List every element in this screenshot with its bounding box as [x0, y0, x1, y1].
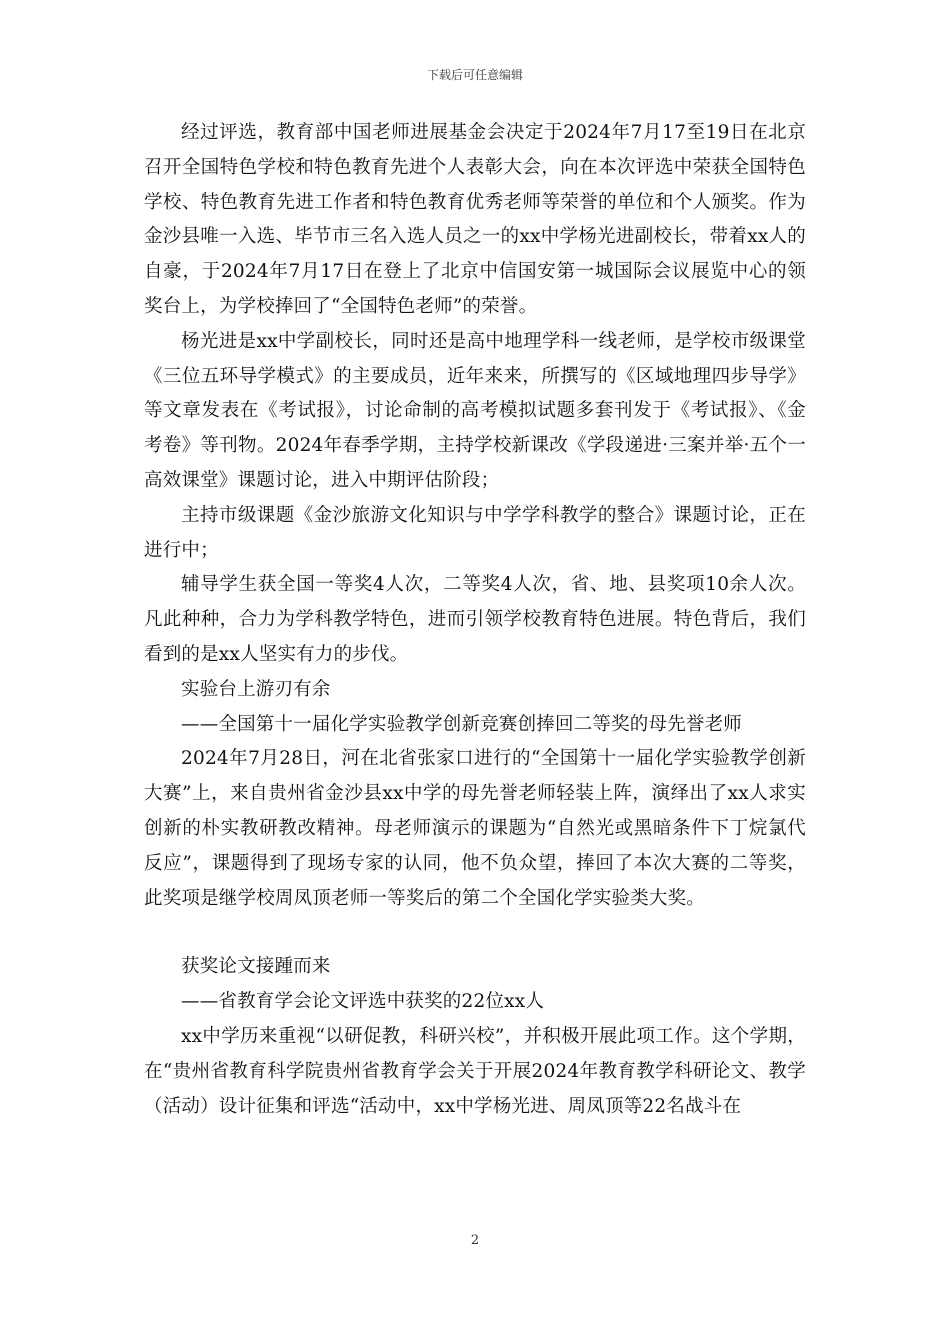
- paragraph-award-ceremony: 经过评选，教育部中国老师进展基金会决定于2024年7月17至19日在北京召开全国特色学校和特色教育先进个人表彰大会，向在本次评选中荣获全国特色学校、特色教育先进工作者和特色教育优秀老师等荣誉的单位和个人颁奖。作为金沙县唯一入选、毕节市三名入选人员之一的xx中学杨光进副校长，带着xx人的自豪，于2024年7月17日在登上了北京中信国安第一城国际会议展览中心的领奖台上，为学校捧回了“全国特色老师”的荣誉。: [144, 122, 806, 317]
- section-heading-lab: 实验台上游刃有余: [181, 678, 331, 700]
- page-number: 2: [470, 1233, 480, 1248]
- paragraph-city-project: 主持市级课题《金沙旅游文化知识与中学学科教学的整合》课题讨论，正在进行中；: [144, 504, 806, 561]
- document-body: [144, 116, 806, 1124]
- section-subheading-papers: ——省教育学会论文评选中获奖的22位xx人: [181, 991, 545, 1013]
- paragraph-spacer: [144, 916, 806, 950]
- paragraph-research: xx中学历来重视“以研促教，科研兴校”，并积极开展此项工作。这个学期，在“贵州省教育科学院贵州省教育学会关于开展2024年教育教学科研论文、教学（活动）设计征集和评选“活动中，xx中学杨光进、周凤顶等22名战斗在: [144, 1025, 806, 1117]
- paragraph-chemistry-contest: 2024年7月28日，河在北省张家口进行的“全国第十一届化学实验教学创新大赛”上，来自贵州省金沙县xx中学的母先誉老师轻装上阵，演绎出了xx人求实创新的朴实教研教改精神。母老师演示的课题为“自然光或黑暗条件下丁烷氯代反应”，课题得到了现场专家的认同，他不负众望，捧回了本次大赛的二等奖，此奖项是继学校周凤顶老师一等奖后的第二个全国化学实验类大奖。: [144, 748, 806, 909]
- paragraph-yang-guangjin: 杨光进是xx中学副校长，同时还是高中地理学科一线老师，是学校市级课堂《三位五环导学模式》的主要成员，近年来来，所撰写的《区域地理四步导学》等文章发表在《考试报》，讨论命制的高考模拟试题多套刊发于《考试报》、《金考卷》等刊物。2024年春季学期，主持学校新课改《学段递进·三案并举·五个一高效课堂》课题讨论，进入中期评估阶段；: [144, 330, 806, 491]
- section-heading-papers: 获奖论文接踵而来: [181, 956, 331, 978]
- paragraph-student-awards: 辅导学生获全国一等奖4人次，二等奖4人次，省、地、县奖项10余人次。凡此种种，合力为学科教学特色，进而引领学校教育特色进展。特色背后，我们看到的是xx人坚实有力的步伐。: [144, 574, 806, 665]
- section-subheading-lab: ——全国第十一届化学实验教学创新竞赛创捧回二等奖的母先誉老师: [181, 713, 743, 735]
- page-header: 下载后可任意编辑: [426, 68, 523, 82]
